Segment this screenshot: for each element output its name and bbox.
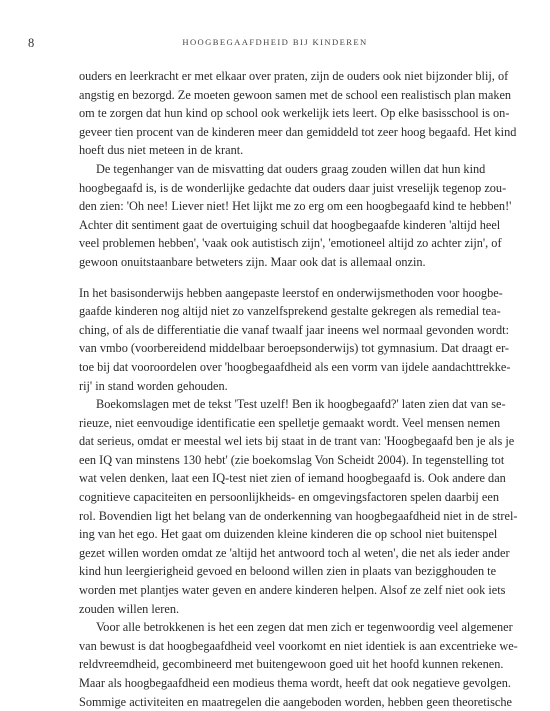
text-line: Sommige activiteiten en maatregelen die aangeboden worden, hebben geen theoretische [79,694,512,709]
text-line: De tegenhanger van de misvatting dat ouders graag zouden willen dat hun kind [96,161,486,176]
section-break [79,272,482,284]
running-head: HOOGBEGAAFDHEID BIJ KINDEREN [182,37,368,47]
text-line: reldvreemdheid, gecombineerd met buitengewoon goed uit het hoofd kunnen rekenen. [79,657,504,672]
text-line: gaafde kinderen nog altijd niet zo vanzelfsprekend gestalte gekregen als remedial tea- [79,304,501,319]
text-line: van vmbo (voorbereidend middelbaar beroepsonderwijs) tot gymnasium. Dat draagt er- [79,341,510,356]
page-header [0,36,550,52]
text-line: den zien: 'Oh nee! Liever niet! Het lijkt me zo erg om een hoogbegaafd kind te hebben!' [79,199,512,214]
paragraph [79,67,517,160]
text-line: een IQ van minstens 130 hebt' (zie boekomslag Von Scheidt 2004). In tegenstelling tot [79,452,505,467]
text-line: rieuze, niet eenvoudige identificatie een spelletje gemaakt wordt. Veel mensen nemen [79,415,501,430]
text-line: toe bij dat vooroordelen over 'hoogbegaafdheid als een vorm van ijdele aandachttrekke- [79,359,511,374]
text-line: ouders en leerkracht er met elkaar over praten, zijn de ouders ook niet bijzonder blij, of [79,69,509,83]
paragraph [79,618,518,711]
text-line: cognitieve capaciteiten en persoonlijkheids- en omgevingsfactoren spelen daarbij een [79,490,499,505]
text-line: kind hun leergierigheid gevoed en beloond willen zien in plaats van bezigghouden te [79,564,497,579]
text-line: worden met plantjes water geven en andere kinderen helpen. Alsof ze zelf niet ook iets [79,583,506,598]
paragraph [79,395,518,618]
text-line: rol. Bovendien ligt het belang van de onderkenning van hoogbegaafdheid niet in de strel- [79,508,518,523]
text-line: wat velen denken, laat een IQ-test niet zien of iemand hoogbegaafd is. Ook andere dan [79,471,506,486]
text-line: Voor alle betrokkenen is het een zegen dat men zich er tegenwoordig veel algemener [96,620,513,635]
paragraph [79,284,511,396]
text-line: ing van het ego. Het gaat om duizenden kleine kinderen die op school niet buitenspel [79,527,498,542]
text-line: angstig en bezorgd. Ze moeten gewoon samen met de school een realistisch plan maken [79,87,512,102]
text-line: van bewust is dat hoogbegaafdheid veel voorkomt en niet identiek is aan excentrieke we- [79,638,518,653]
text-line: dat serieus, omdat er meestal wel iets bij staat in de trant van: 'Hoogbegaafd ben je als je [79,434,515,449]
text-line: zouden willen leren. [79,601,180,616]
text-line: rij' in stand worden gehouden. [79,378,228,393]
text-line: ching, of als de differentiatie die vanaf twaalf jaar ineens wel normaal gevonden wordt: [79,322,509,337]
text-line: gezet willen worden omdat ze 'altijd het antwoord toch al weten', die net als ieder ander [79,545,510,560]
paragraph [79,160,512,272]
text-line: Achter dit sentiment gaat de overtuiging schuil dat hoogbegaafde kinderen 'altijd heel [79,217,501,232]
text-line: veel problemen hebben', 'vaak ook autistisch zijn', 'emotioneel altijd zo achter zijn', of [79,236,502,251]
text-line: hoeft dus niet meteen in de krant. [79,143,244,158]
text-line: geveer tien procent van de kinderen meer dan gemiddeld tot zeer hoog begaafd. Het kind [79,124,517,139]
page-number: 8 [28,36,35,50]
text-line: In het basisonderwijs hebben aangepaste leerstof en onderwijsmethoden voor hoogbe- [79,285,503,300]
body-text [79,67,518,711]
text-line: gewoon onuitstaanbare betweters zijn. Maar ook dat is allemaal onzin. [79,254,426,269]
text-line: Maar als hoogbegaafdheid een modieus thema wordt, heeft dat ook negatieve gevolgen. [79,676,511,690]
text-line: om te zorgen dat hun kind op school ook werkelijk iets leert. Op elke basisschool is on- [79,106,510,121]
text-line: Boekomslagen met de tekst 'Test uzelf! Ben ik hoogbegaafd?' laten zien dat van se- [96,397,506,412]
text-line: hoogbegaafd is, is de wonderlijke gedachte dat ouders daar juist vreselijk tegenop zou- [79,180,507,195]
